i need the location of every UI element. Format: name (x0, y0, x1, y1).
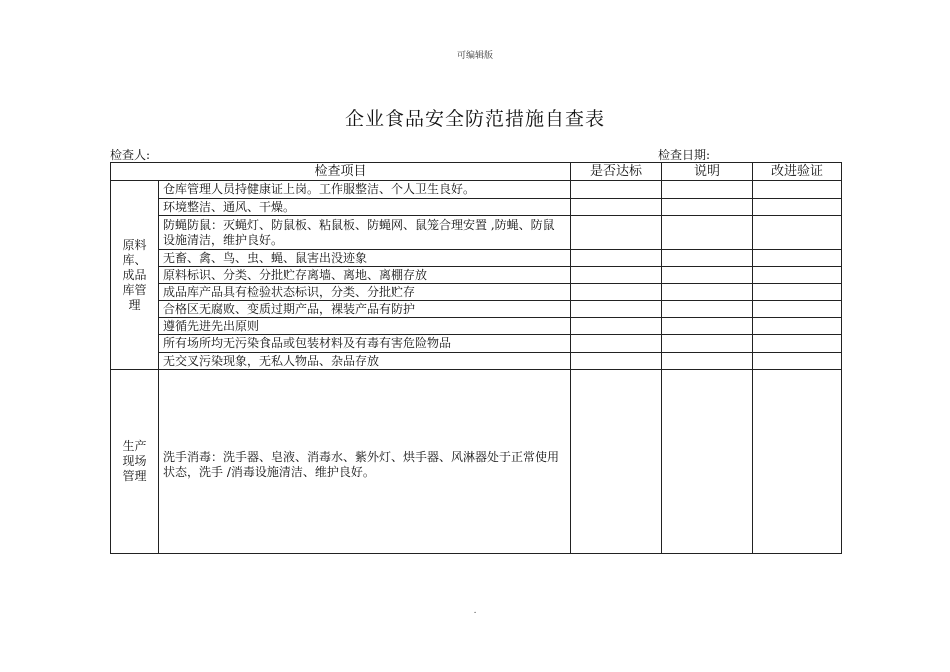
footer-mark: . (473, 606, 477, 616)
table-row (111, 353, 842, 370)
verify-cell[interactable] (753, 301, 842, 318)
pass-cell[interactable] (571, 284, 662, 301)
check-item: 环境整洁、通风、干燥。 (159, 199, 571, 216)
table-header-row (111, 163, 842, 181)
table-row (111, 370, 842, 554)
category-line: 生产 (122, 439, 147, 453)
note-cell[interactable] (662, 250, 753, 267)
column-header-pass: 是否达标 (571, 163, 662, 181)
table-row (111, 199, 842, 216)
table-row (111, 301, 842, 318)
table-row (111, 318, 842, 335)
inspection-table (110, 162, 842, 554)
inspector-label: 检查人: (110, 148, 151, 162)
verify-cell[interactable] (753, 284, 842, 301)
check-item: 合格区无腐败、变质过期产品，裸装产品有防护 (159, 301, 571, 318)
table-row (111, 267, 842, 284)
verify-cell[interactable] (753, 181, 842, 199)
note-cell[interactable] (662, 284, 753, 301)
category-line: 成品 (122, 267, 147, 282)
category-line: 库、 (122, 252, 147, 267)
header-note: 可编辑版 (456, 51, 493, 61)
verify-cell[interactable] (753, 370, 842, 554)
pass-cell[interactable] (571, 267, 662, 284)
verify-cell[interactable] (753, 216, 842, 250)
check-item: 防蝇防鼠：灭蝇灯、防鼠板、粘鼠板、防蝇网、鼠笼合理安置 ,防蝇、防鼠设施清洁，维护良好。 (159, 216, 571, 250)
check-item: 原料标识、分类、分批贮存离墙、离地、离棚存放 (159, 267, 571, 284)
category-line: 库管 (122, 282, 147, 297)
column-header-item: 检查项目 (111, 163, 571, 181)
table-row (111, 284, 842, 301)
note-cell[interactable] (662, 199, 753, 216)
check-item: 仓库管理人员持健康证上岗。工作服整洁、个人卫生良好。 (159, 181, 571, 199)
pass-cell[interactable] (571, 370, 662, 554)
category-line: 管理 (122, 469, 147, 483)
pass-cell[interactable] (571, 250, 662, 267)
note-cell[interactable] (662, 267, 753, 284)
verify-cell[interactable] (753, 199, 842, 216)
pass-cell[interactable] (571, 199, 662, 216)
note-cell[interactable] (662, 181, 753, 199)
check-item: 所有场所均无污染食品或包装材料及有毒有害危险物品 (159, 335, 571, 353)
table-row (111, 250, 842, 267)
note-cell[interactable] (662, 318, 753, 335)
category-line: 现场 (122, 454, 147, 468)
verify-cell[interactable] (753, 353, 842, 370)
verify-cell[interactable] (753, 318, 842, 335)
verify-cell[interactable] (753, 250, 842, 267)
pass-cell[interactable] (571, 216, 662, 250)
table-row (111, 181, 842, 199)
note-cell[interactable] (662, 335, 753, 353)
check-item: 成品库产品具有检验状态标识，分类、分批贮存 (159, 284, 571, 301)
document-title: 企业食品安全防范措施自查表 (344, 108, 605, 130)
check-date-label: 检查日期: (658, 148, 711, 162)
category-line: 理 (128, 297, 141, 312)
category-cell-warehouse (111, 181, 159, 370)
note-cell[interactable] (662, 216, 753, 250)
pass-cell[interactable] (571, 318, 662, 335)
pass-cell[interactable] (571, 301, 662, 318)
check-item: 洗手消毒：洗手器、皂液、消毒水、紫外灯、烘手器、风淋器处于正常使用状态，洗手 /消毒设施清洁、维护良好。 (159, 370, 571, 554)
category-cell-production (111, 370, 159, 554)
verify-cell[interactable] (753, 267, 842, 284)
category-line: 原料 (122, 237, 147, 252)
note-cell[interactable] (662, 370, 753, 554)
table-row (111, 335, 842, 353)
note-cell[interactable] (662, 301, 753, 318)
pass-cell[interactable] (571, 335, 662, 353)
check-item: 无畜、禽、鸟、虫、蝇、鼠害出没迹象 (159, 250, 571, 267)
check-item: 无交叉污染现象，无私人物品、杂品存放 (159, 353, 571, 370)
pass-cell[interactable] (571, 353, 662, 370)
note-cell[interactable] (662, 353, 753, 370)
pass-cell[interactable] (571, 181, 662, 199)
verify-cell[interactable] (753, 335, 842, 353)
column-header-note: 说明 (662, 163, 753, 181)
check-item: 遵循先进先出原则 (159, 318, 571, 335)
table-row (111, 216, 842, 250)
column-header-verify: 改进验证 (753, 163, 842, 181)
